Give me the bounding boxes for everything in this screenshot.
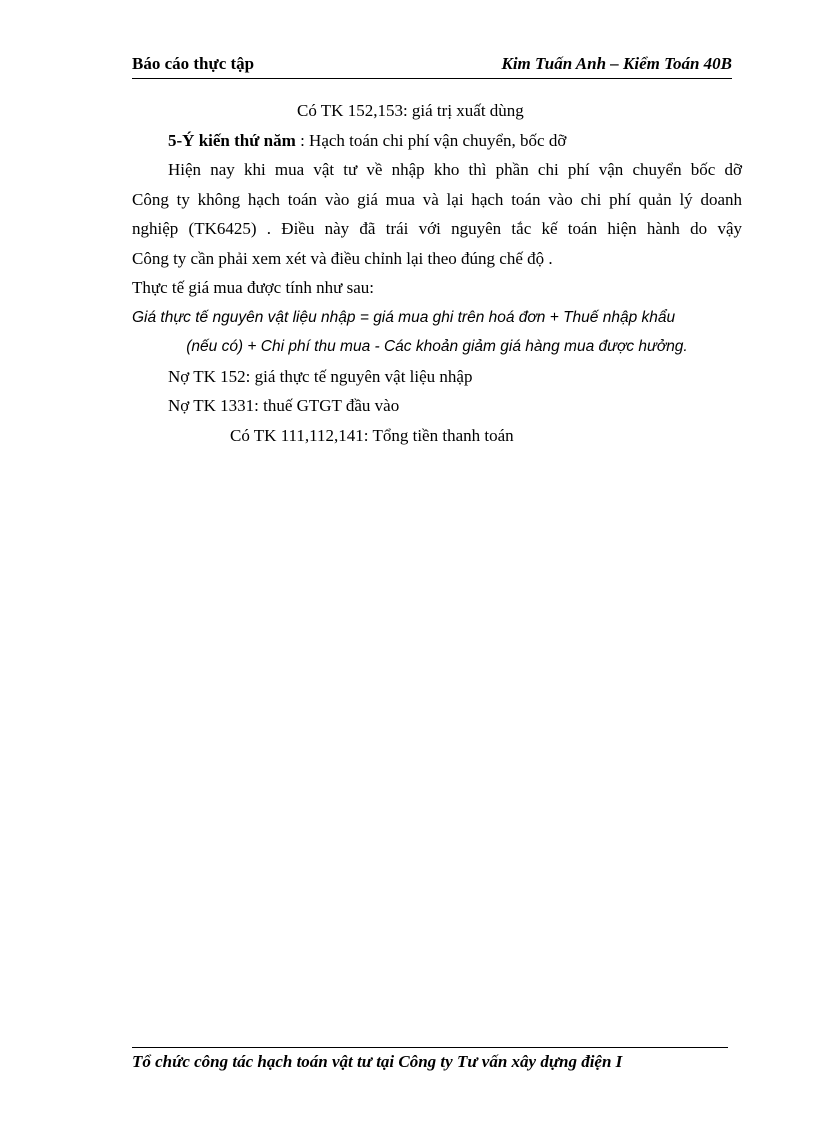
page-footer: Tổ chức công tác hạch toán vật tư tại Công ty Tư vấn xây dựng điện I	[132, 1052, 623, 1071]
credit-entry-111-112-141: Có TK 111,112,141: Tổng tiền thanh toán	[230, 425, 514, 445]
formula-intro: Thực tế giá mua được tính như sau:	[132, 278, 374, 297]
section-heading	[132, 126, 742, 156]
formula-line-1: Giá thực tế nguyên vật liệu nhập = giá mua ghi trên hoá đơn + Thuế nhập khẩu	[132, 308, 676, 326]
formula-line-2: (nếu có) + Chi phí thu mua - Các khoản giảm giá hàng mua được hưởng.	[186, 338, 688, 355]
section-heading-text: : Hạch toán chi phí vận chuyển, bốc dỡ	[295, 130, 567, 150]
paragraph-line-1: Hiện nay khi mua vật tư về nhập kho thì phần chi phí vận chuyển bốc dỡ	[168, 160, 742, 179]
debit-entry-152: Nợ TK 152: giá thực tế nguyên vật liệu nhập	[168, 366, 473, 386]
header-right-author: Kim Tuấn Anh – Kiểm Toán 40B	[501, 54, 732, 73]
body-content	[132, 96, 742, 450]
paragraph-line-4: Công ty cần phải xem xét và điều chỉnh lại theo đúng chế độ .	[132, 248, 553, 268]
paragraph-line-2: Công ty không hạch toán vào giá mua và lại hạch toán vào chi phí quản lý doanh	[132, 189, 742, 209]
footer-divider	[132, 1047, 728, 1048]
header-divider	[132, 78, 732, 79]
header-left-title: Báo cáo thực tập	[132, 54, 255, 73]
debit-entry-1331: Nợ TK 1331: thuế GTGT đầu vào	[168, 396, 400, 415]
paragraph-line-3: nghiệp (TK6425) . Điều này đã trái với nguyên tắc kế toán hiện hành do vậy	[132, 219, 742, 238]
credit-line-152-153: Có TK 152,153: giá trị xuất dùng	[297, 101, 524, 120]
section-heading-label: 5-Ý kiến thứ năm	[168, 130, 296, 150]
page-header	[132, 54, 732, 78]
